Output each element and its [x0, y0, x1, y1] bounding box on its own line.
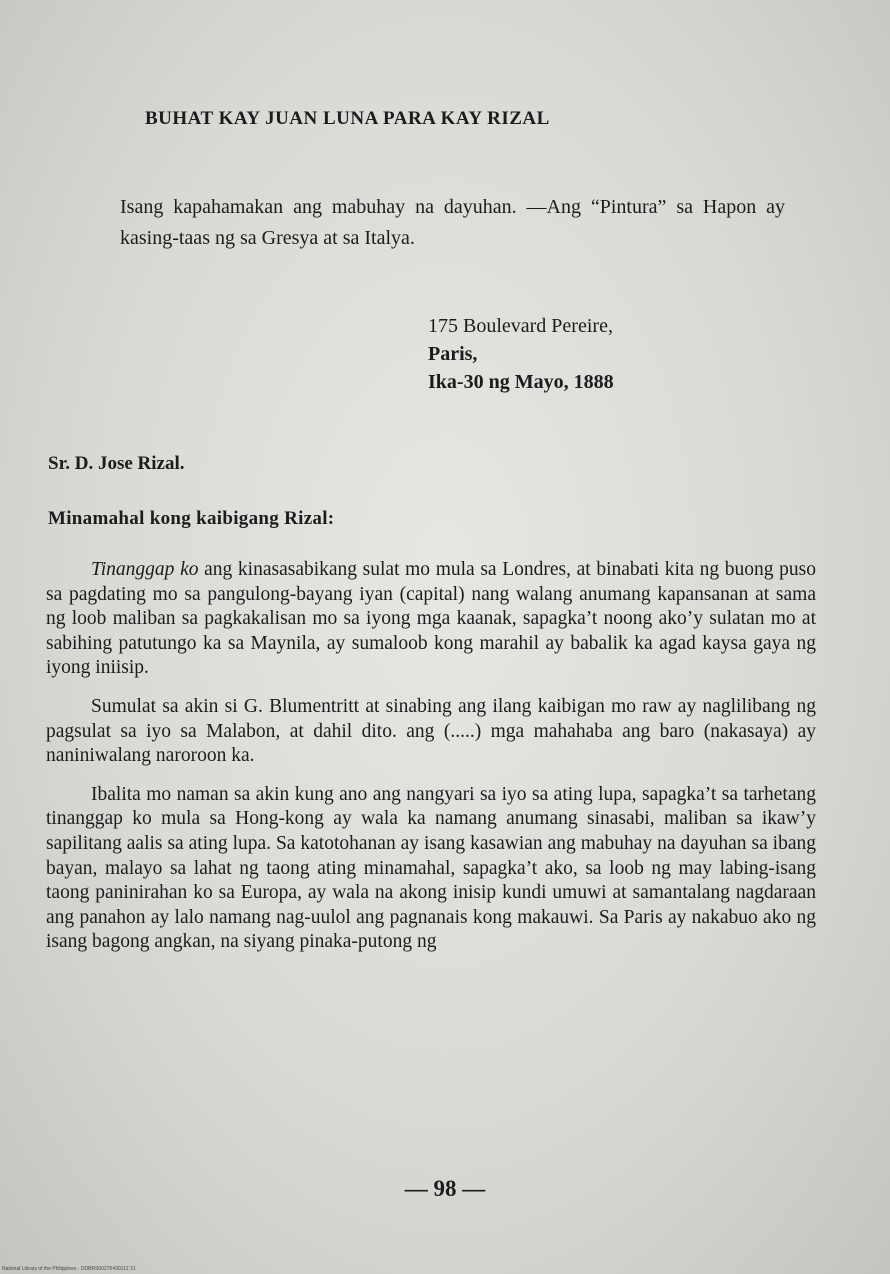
paragraph	[46, 558, 816, 681]
recipient: Sr. D. Jose Rizal.	[48, 453, 185, 474]
page-number: — 98 —	[404, 1176, 486, 1201]
letter-date: Ika-30 ng Mayo, 1888	[428, 371, 614, 393]
library-watermark: National Library of the Philippines · DDBRS00275430112 31	[2, 1266, 136, 1272]
address-city: Paris,	[428, 343, 478, 365]
paragraph-lead: Tinanggap ko	[91, 559, 199, 580]
address-street: 175 Boulevard Pereire,	[428, 315, 613, 337]
letter-title: BUHAT KAY JUAN LUNA PARA KAY RIZAL	[145, 108, 550, 129]
letter-summary: Isang kapahamakan ang mabuhay na dayuhan. —Ang “Pintura” sa Hapon ay kasing-taas ng sa Gresya at sa Italya.	[120, 196, 785, 249]
salutation: Minamahal kong kaibigang Rizal:	[48, 508, 335, 529]
paragraph: Ibalita mo naman sa akin kung ano ang nangyari sa iyo sa ating lupa, sapagka’t sa tarhetang tinanggap ko mula sa Hong-kong ay wala ka namang anumang sinasabi, maliban sa ikaw’y sapilitang aalis sa ating lupa. Sa katotohanan ay isang kasawian ang mabuhay na dayuhan sa ibang bayan, malayo sa lahat ng taong ating minamahal, sapagka’t ako, sa loob ng may labing-isang taong paninirahan ko sa Europa, ay wala na akong inisip kundi umuwi at samantalang nagdaraan ang panahon ay lalo namang nag-uulol ang pagnanais kong makauwi. Sa Paris ay nakabuo ako ng isang bagong angkan, na siyang pinaka-putong ng	[46, 783, 816, 953]
paragraph-text: ang kinasasabikang sulat mo mula sa Londres, at binabati kita ng buong puso sa pagdating mo sa pangulong-bayang iyan (capital) nang walang anumang kapansanan at sama ng loob maliban sa pagkakalisan mo sa iyong mga kaanak, sapagka’t noong ako’y sulatan mo at sabihing patutungo ka sa Maynila, ay sumaloob kong marahil ay babalik ka agad kaysa gaya ng iyong iniisip.	[46, 559, 816, 679]
paragraph: Sumulat sa akin si G. Blumentritt at sinabing ang ilang kaibigan mo raw ay naglilibang ng pagsulat sa iyo sa Malabon, at dahil dito. ang (.....) mga mahahaba ang baro (nakasaya) ay naniniwalang naroroon ka.	[46, 695, 816, 767]
letter-body	[46, 558, 816, 969]
sender-address	[428, 312, 788, 396]
